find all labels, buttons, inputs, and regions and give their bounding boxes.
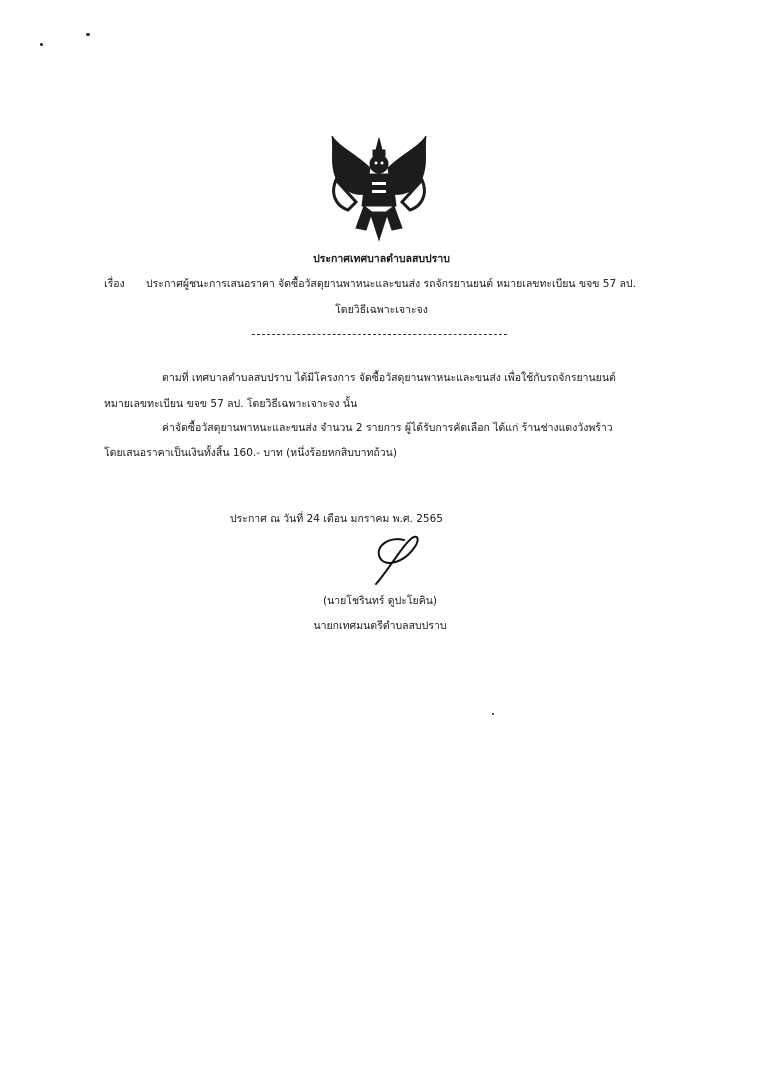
body-paragraph-2: ค่าจัดซื้อวัสดุยานพาหนะและขนส่ง จำนวน 2 รายการ ผู้ได้รับการคัดเลือก ได้แก่ ร้านช่างแดงวังพร้าว [162,422,613,434]
subject-line: ประกาศผู้ชนะการเสนอราคา จัดซื้อวัสดุยานพาหนะและขนส่ง รถจักรยานยนต์ หมายเลขทะเบียน ขจข 57 ลป. [146,278,636,290]
body-paragraph-1: ตามที่ เทศบาลตำบลสบปราบ ได้มีโครงการ จัดซื้อวัสดุยานพาหนะและขนส่ง เพื่อใช้กับรถจักรยานยนต์ [162,372,616,384]
subject-line-continued: โดยวิธีเฉพาะเจาะจง [335,304,428,316]
signer-name: (นายโชรินทร์ ดูปะโยคิน) [322,595,438,607]
signature-icon [360,532,430,592]
body-paragraph-2-continued: โดยเสนอราคาเป็นเงินทั้งสิ้น 160.- บาท (หนึ่งร้อยหกสิบบาทถ้วน) [104,447,397,459]
body-paragraph-1-continued: หมายเลขทะเบียน ขจข 57 ลป. โดยวิธีเฉพาะเจาะจง นั้น [104,398,358,410]
scan-speck [492,713,494,715]
garuda-emblem-icon [326,132,432,244]
signer-position: นายกเทศมนตรีตำบลสบปราบ [313,620,447,632]
scan-speck [40,43,43,46]
announcement-date: ประกาศ ณ วันที่ 24 เดือน มกราคม พ.ศ. 2565 [230,513,443,525]
divider [252,334,507,335]
subject-label: เรื่อง [104,278,125,290]
document-title: ประกาศเทศบาลตำบลสบปราบ [313,253,450,265]
scan-speck [86,33,90,36]
